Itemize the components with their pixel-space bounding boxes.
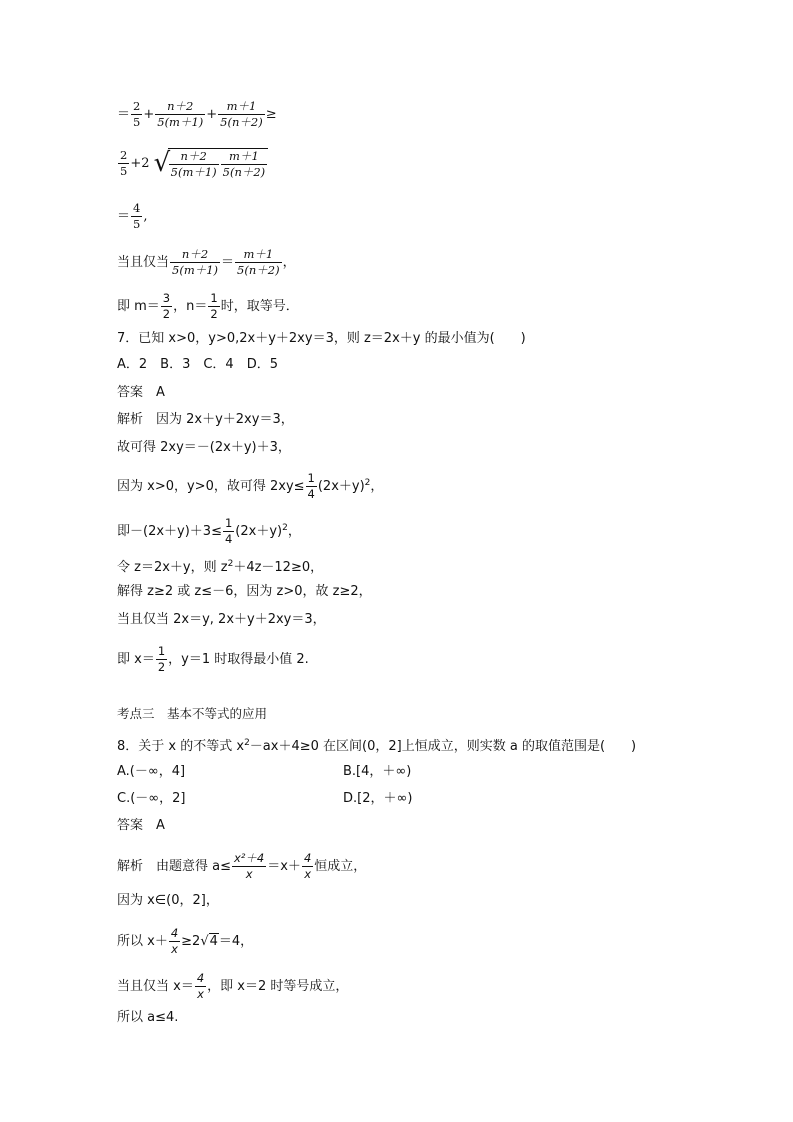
fraction: $\frac{4}{x}$ (303, 851, 312, 881)
fraction: $\frac{n+2}{5(m+1)}$ (172, 247, 219, 277)
derivation-line-1: ＝ $\frac{2}{5}$ + $\frac{n+2}{5(m+1)}$ + $\frac{m+1}{5(n+2)}$ ≥ (117, 99, 277, 129)
q7-solution-2: 故可得 2xy＝－(2x＋y)＋3， (117, 440, 291, 455)
derivation-line-5: 即 m＝ $\frac{3}{2}$ ，n＝ $\frac{1}{2}$ 时，取等号． (117, 291, 299, 321)
q7-solution-7: 当且仅当 2x＝y, 2x＋y＋2xy＝3， (117, 612, 326, 627)
equals-sign: ＝ (117, 107, 131, 122)
fraction: $\frac{n+2}{5(m+1)}$ (170, 149, 217, 179)
q7-stem: 7．已知 x>0，y>0,2x＋y＋2xy＝3，则 z＝2x＋y 的最小值为( ) (117, 331, 526, 346)
q8-solution-5: 所以 a≤4. (117, 1010, 179, 1025)
fraction: $\frac{1}{2}$ (157, 644, 166, 674)
q8-solution-1: 解析 由题意得 a≤ $\frac{\text{x²＋4}}{x}$ ＝x＋ $\frac{4}{x}$ 恒成立， (117, 851, 367, 881)
fraction: $\frac{\text{x²＋4}}{x}$ (234, 851, 265, 881)
q8-option-a: A.(－∞，4] (117, 764, 186, 779)
q7-solution-8: 即 x＝ $\frac{1}{2}$ ，y＝1 时取得最小值 2. (117, 644, 309, 674)
q7-solution-4: 即－(2x＋y)＋3≤ $\frac{1}{4}$ $(2x+y)^2$， (117, 516, 301, 546)
section-heading: 考点三 基本不等式的应用 (117, 706, 268, 721)
q8-answer: 答案 A (117, 818, 165, 833)
derivation-line-4: 当且仅当 $\frac{n+2}{5(m+1)}$ ＝ $\frac{m+1}{5(n+2)}$ ， (117, 247, 296, 277)
q8-solution-3: 所以 x＋ $\frac{4}{x}$ ≥2√4＝4， (117, 926, 254, 956)
q8-option-b: B.[4，＋∞) (343, 764, 412, 779)
q8-stem: 8．关于 x 的不等式 $x^2-ax+4\ge 0$ 在区间(0，2]上恒成立，则实数 a 的取值范围是( ) (117, 738, 637, 754)
q8-solution-4: 当且仅当 x＝ $\frac{4}{x}$ ，即 x＝2 时等号成立， (117, 971, 349, 1001)
fraction: $\frac{1}{4}$ (224, 516, 233, 546)
q7-solution-1: 解析 因为 2x＋y＋2xy＝3， (117, 412, 294, 427)
fraction: $\frac{m+1}{5(n+2)}$ (237, 247, 280, 277)
fraction: $\frac{3}{2}$ (162, 291, 171, 321)
q8-option-d: D.[2，＋∞) (343, 791, 413, 806)
fraction: $\frac{1}{2}$ (210, 291, 218, 321)
fraction: $\frac{n+2}{5(m+1)}$ (157, 99, 204, 129)
fraction: $\frac{2}{5}$ (133, 99, 141, 129)
q7-solution-3: 因为 x>0，y>0，故可得 2xy≤ $\frac{1}{4}$ $(2x+y)^2$， (117, 471, 384, 501)
q7-solution-6: 解得 z≥2 或 z≤－6，因为 z>0，故 z≥2， (117, 584, 372, 599)
q7-options: A．2 B．3 C．4 D．5 (117, 357, 278, 372)
square-root: √4 (200, 934, 218, 949)
fraction: $\frac{4}{5}$ (133, 201, 141, 231)
fraction: $\frac{4}{x}$ (196, 971, 205, 1001)
derivation-line-3: ＝ $\frac{4}{5}$ , (117, 201, 148, 231)
fraction: $\frac{m+1}{5(n+2)}$ (222, 149, 266, 179)
q8-solution-2: 因为 x∈(0，2]， (117, 893, 219, 908)
fraction: $\frac{m+1}{5(n+2)}$ (220, 99, 263, 129)
derivation-line-2: $\frac{2}{5}$ +2 √ $\frac{n+2}{5(m+1)}$ $\frac{m+1}{5(n+2)}$ (117, 148, 268, 179)
fraction: $\frac{1}{4}$ (307, 471, 315, 501)
square-root: √ $\frac{n+2}{5(m+1)}$ $\frac{m+1}{5(n+2)}$ (154, 148, 269, 179)
fraction: $\frac{4}{x}$ (170, 926, 179, 956)
q7-answer: 答案 A (117, 385, 165, 400)
q7-solution-5: 令 z＝2x＋y，则 $z^2+4z-12\ge 0$， (117, 559, 324, 575)
fraction: $\frac{2}{5}$ (120, 148, 128, 178)
q8-option-c: C.(－∞，2] (117, 791, 186, 806)
geq-sign: ≥ (265, 107, 277, 122)
